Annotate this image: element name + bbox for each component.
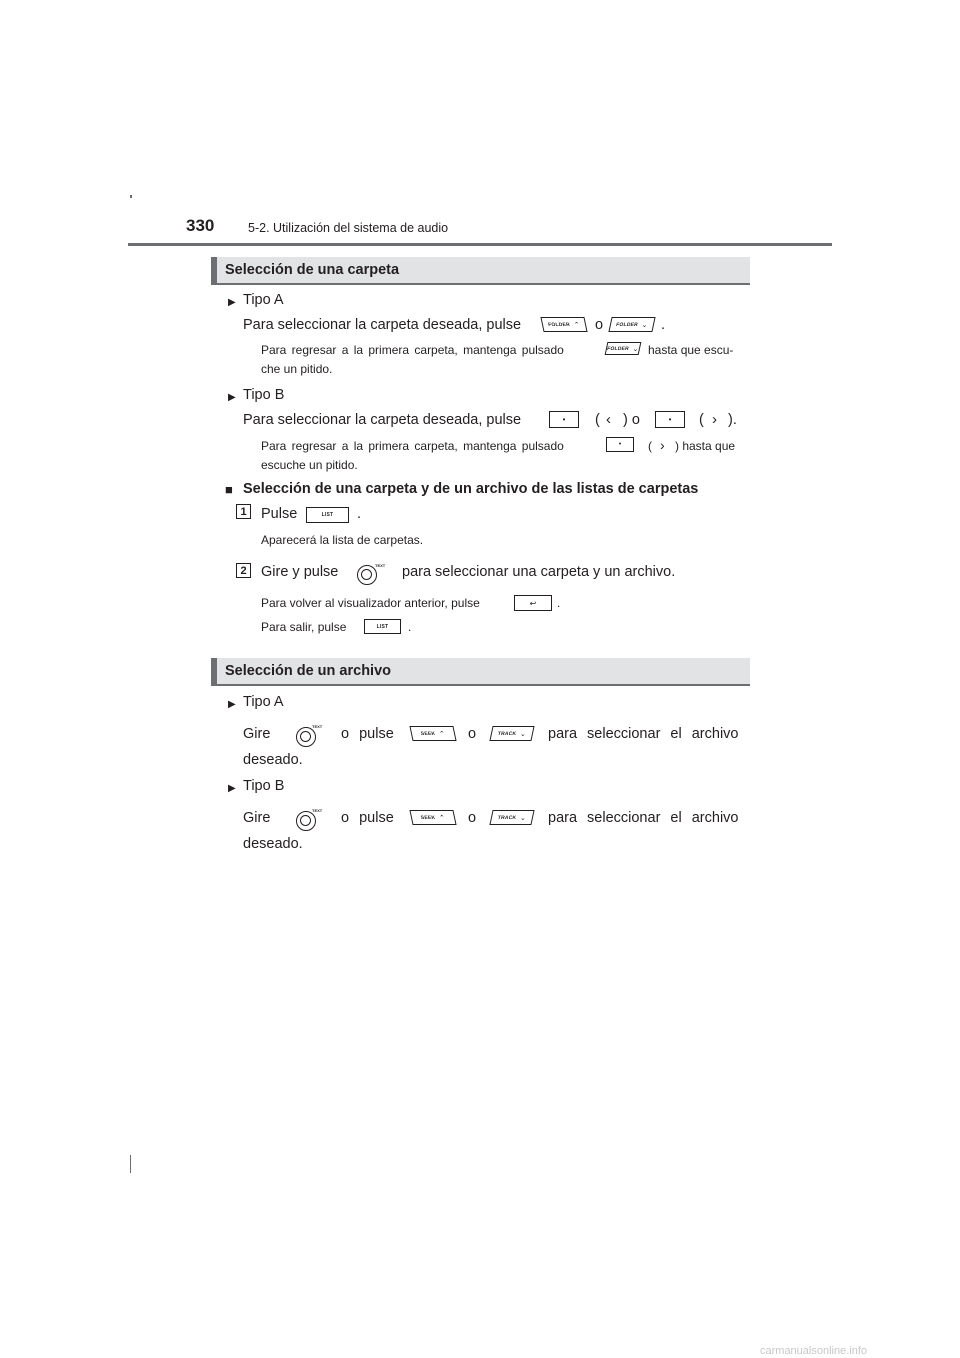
section-heading (211, 658, 750, 686)
or-text: o (595, 317, 604, 333)
heading-bar (211, 658, 217, 684)
step2-note2: Para salir, pulse (261, 620, 347, 634)
chevron-down-icon: ⌄ (519, 730, 527, 738)
dot-button (606, 437, 634, 452)
step2-text: Gire y pulse (261, 564, 339, 580)
header-rule (128, 243, 832, 246)
triangle-bullet-icon: ▶ (228, 783, 236, 794)
folder-label: FOLDER (615, 321, 639, 328)
type-a-text: Para seleccionar la carpeta deseada, pulse (243, 317, 522, 333)
chevron-up-icon: ⌃ (438, 814, 446, 822)
seek-up-button (409, 726, 456, 741)
knob-tag: TEXT (312, 808, 323, 813)
section-heading (211, 257, 750, 285)
type-b-label: Tipo B (243, 387, 285, 403)
period: . (357, 506, 362, 522)
knob-tag: TEXT (312, 724, 323, 729)
chevron-right-icon: › (712, 411, 717, 428)
margin-mark (130, 1155, 131, 1173)
section-title: Selección de una carpeta (225, 262, 400, 278)
seek-label: SEEK (420, 814, 436, 821)
track-down-button (489, 726, 534, 741)
list-button (364, 619, 401, 634)
type-b-text: Para seleccionar la carpeta deseada, pulse (243, 412, 522, 428)
chevron-down-icon: ⌄ (519, 814, 527, 822)
dot-icon: • (668, 415, 672, 424)
margin-mark (130, 195, 132, 198)
paren-open: ( (699, 412, 704, 428)
triangle-bullet-icon: ▶ (228, 699, 236, 710)
list-label: LIST (321, 512, 334, 518)
track-label: TRACK (497, 814, 517, 821)
o-pulse-text: o pulse (341, 810, 394, 826)
chevron-down-icon: ⌄ (632, 345, 640, 353)
gire-text: Gire (243, 810, 271, 826)
folder-up-button (540, 317, 587, 332)
folder-down-button (608, 317, 655, 332)
step2-text-end: para seleccionar una carpeta y un archivo. (402, 564, 676, 580)
subsection-title: Selección de una carpeta y de un archivo de las listas de carpetas (243, 481, 699, 497)
chevron-up-icon: ⌃ (438, 730, 446, 738)
chevron-up-icon: ⌃ (573, 321, 581, 329)
folder-label: FOLDER (606, 345, 630, 352)
paren-open: ( (595, 412, 600, 428)
step1-text: Pulse (261, 506, 298, 522)
type-a-label: Tipo A (243, 694, 284, 710)
type-a-note-end: hasta que escu- (648, 343, 734, 357)
type-a-note: Para regresar a la primera carpeta, mantenga pulsado (261, 343, 564, 357)
deseado-text: deseado. (243, 836, 303, 852)
o-pulse-text: o pulse (341, 726, 394, 742)
back-button (514, 595, 552, 611)
type-b-note-end: ) hasta que (675, 439, 736, 453)
list-button (306, 507, 349, 523)
tune-knob-icon (296, 811, 316, 831)
paren-close-end: ). (728, 412, 737, 428)
dot-button (655, 411, 685, 428)
gire-text: Gire (243, 726, 271, 742)
folder-label: FOLDER (547, 321, 571, 328)
heading-bar (211, 257, 217, 283)
step1-note: Aparecerá la lista de carpetas. (261, 533, 424, 547)
type-b-label: Tipo B (243, 778, 285, 794)
deseado-text: deseado. (243, 752, 303, 768)
select-file-text: para seleccionar el archivo (548, 810, 739, 826)
watermark: carmanualsonline.info (760, 1345, 868, 1357)
section-title: Selección de un archivo (225, 663, 391, 679)
or-text: o (468, 810, 477, 826)
seek-up-button (409, 810, 456, 825)
type-b-note: Para regresar a la primera carpeta, mantenga pulsado (261, 439, 564, 453)
type-a-label: Tipo A (243, 292, 284, 308)
triangle-bullet-icon: ▶ (228, 392, 236, 403)
tune-knob-icon (357, 565, 377, 585)
step2-note1: Para volver al visualizador anterior, pulse (261, 596, 480, 610)
page-number: 330 (186, 216, 215, 235)
seek-label: SEEK (420, 730, 436, 737)
step-number-1: 1 (236, 504, 251, 519)
period: . (661, 317, 666, 333)
dot-icon: • (562, 415, 566, 424)
dot-icon: • (618, 441, 622, 448)
chevron-down-icon: ⌄ (641, 321, 649, 329)
paren-open: ( (648, 439, 652, 453)
list-label: LIST (376, 623, 389, 630)
track-down-button (489, 810, 534, 825)
period: . (557, 596, 561, 610)
or-text: o (468, 726, 477, 742)
select-file-text: para seleccionar el archivo (548, 726, 739, 742)
dot-button (549, 411, 579, 428)
square-bullet-icon: ■ (225, 482, 233, 497)
triangle-bullet-icon: ▶ (228, 297, 236, 308)
chevron-left-icon: ‹ (606, 411, 611, 428)
back-arrow-icon: ↩ (529, 598, 537, 608)
knob-tag: TEXT (375, 563, 386, 568)
type-b-note-line2: escuche un pitido. (261, 458, 358, 472)
paren-close-or: ) o (623, 412, 640, 428)
chevron-right-icon: › (660, 437, 665, 453)
period: . (408, 620, 412, 634)
track-label: TRACK (497, 730, 517, 737)
step-number-2: 2 (236, 563, 251, 578)
tune-knob-icon (296, 727, 316, 747)
section-reference: 5-2. Utilización del sistema de audio (248, 221, 449, 235)
folder-down-button (605, 342, 642, 355)
type-a-note-line2: che un pitido. (261, 362, 333, 376)
